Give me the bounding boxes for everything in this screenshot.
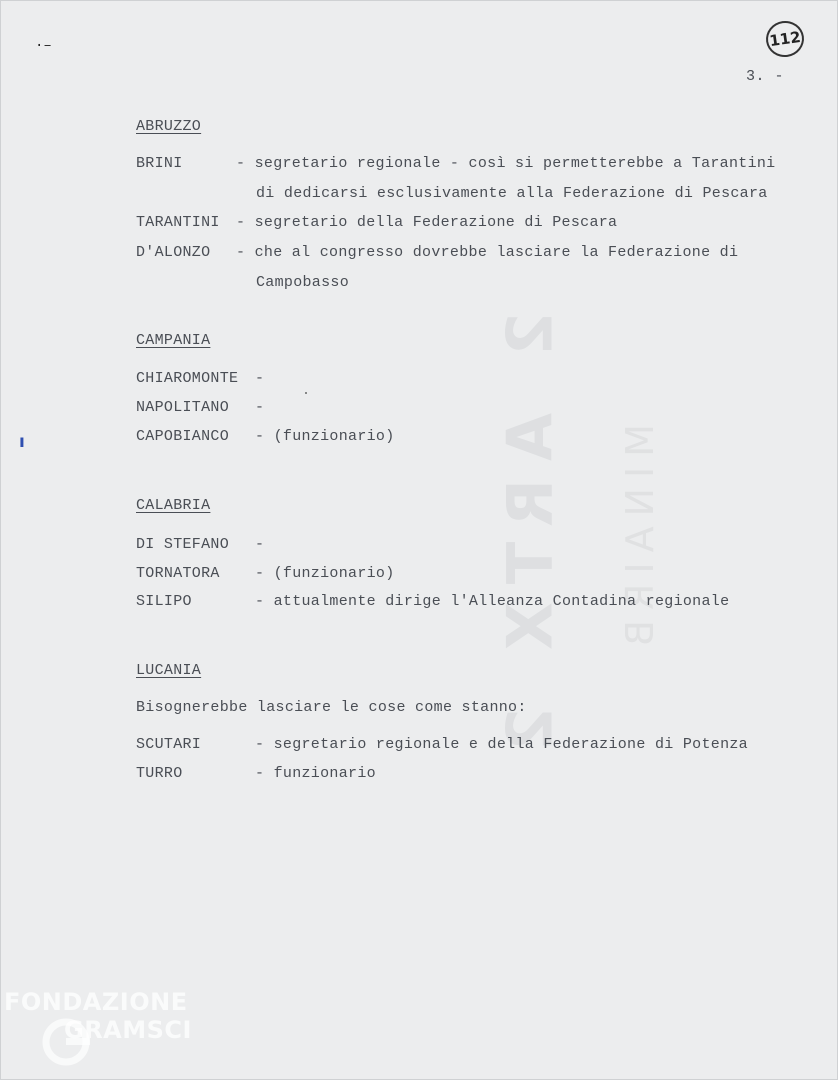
pen-mark: ·– [35,38,52,54]
entry-name: TARANTINI [136,214,220,231]
entry-name: DI STEFANO [136,536,230,553]
logo-text-line2: GRAMSCI [64,1016,192,1044]
entry-text: - segretario regionale e della Federazione di Potenza [255,736,748,753]
entry-text: - (funzionario) [255,428,395,445]
section-heading-campania: CAMPANIA [136,332,211,349]
entry-text-continued: Campobasso [256,274,350,291]
watermark-text-secondary: MINAIRB [618,423,662,657]
watermark-text: 2 ARTX 2 [493,311,567,769]
entry-name: SCUTARI [136,736,202,753]
entry-name: NAPOLITANO [136,399,230,416]
blue-pen-mark: ı [19,432,25,452]
entry-text: - segretario della Federazione di Pescara [236,214,618,231]
page-number: 3. - [746,68,785,85]
ink-speck [305,392,307,394]
section-heading-calabria: CALABRIA [136,497,211,514]
entry-text: - funzionario [255,765,376,782]
entry-text: - [255,536,265,553]
entry-name: CAPOBIANCO [136,428,230,445]
entry-text: - segretario regionale - così si permetterebbe a Tarantini [236,155,776,172]
section-heading-lucania: LUCANIA [136,662,202,679]
entry-name: D'ALONZO [136,244,211,261]
entry-text: - attualmente dirige l'Alleanza Contadina regionale [255,593,730,610]
fondazione-gramsci-logo [4,988,204,1070]
entry-name: TORNATORA [136,565,220,582]
entry-text: - [255,399,265,416]
logo-text-line1: FONDAZIONE [4,988,188,1016]
entry-name: CHIAROMONTE [136,370,239,387]
folio-number: 112 [768,27,802,51]
section-heading-abruzzo: ABRUZZO [136,118,202,135]
entry-name: TURRO [136,765,183,782]
entry-name: BRINI [136,155,183,172]
section-intro: Bisognerebbe lasciare le cose come stanno: [136,699,527,716]
entry-text: - [255,370,265,387]
entry-text-continued: di dedicarsi esclusivamente alla Federazione di Pescara [256,185,768,202]
entry-text: - che al congresso dovrebbe lasciare la Federazione di [236,244,739,261]
entry-text: - (funzionario) [255,565,395,582]
entry-name: SILIPO [136,593,192,610]
